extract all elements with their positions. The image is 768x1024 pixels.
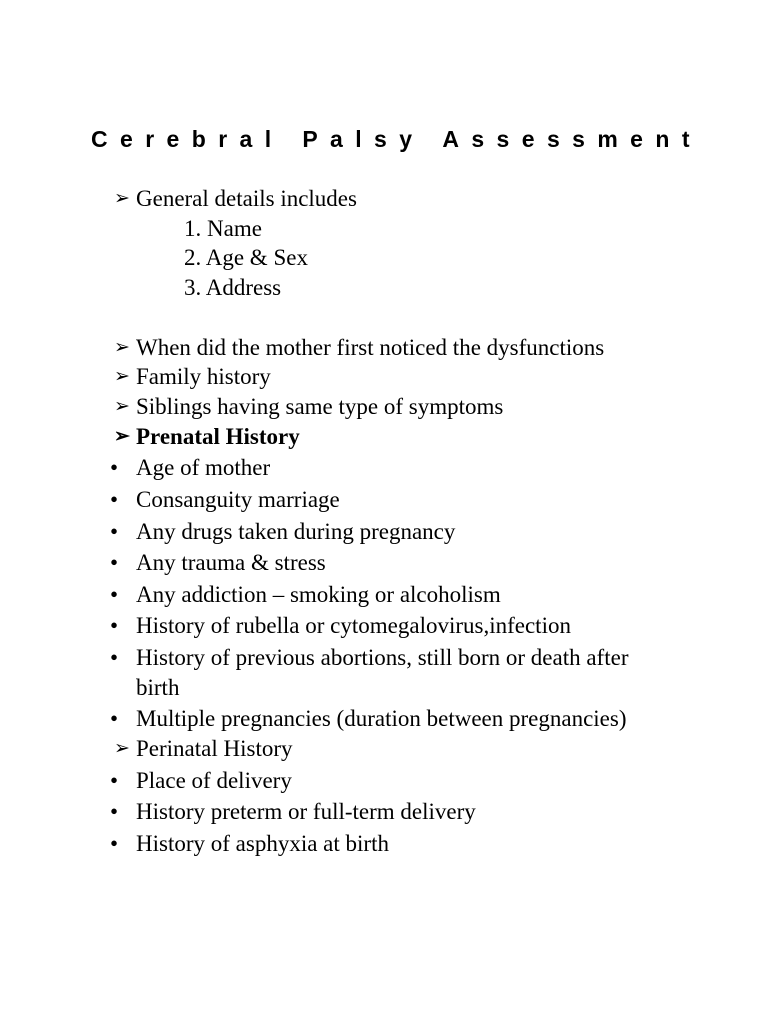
bullet-icon: • xyxy=(110,519,119,544)
arrow-bullet-icon: ➢ xyxy=(114,188,130,209)
bullet-icon: • xyxy=(110,550,119,575)
document-title: Cerebral Palsy Assessment xyxy=(91,126,702,152)
arrow-bullet-icon: ➢ xyxy=(114,366,130,387)
arrow-bullet-icon: ➢ xyxy=(114,738,130,759)
bullet-icon: • xyxy=(110,455,119,480)
arrow-bullet-icon: ➢ xyxy=(114,396,130,417)
bullet-icon: • xyxy=(110,487,119,512)
arrow-bullet-icon: ➢ xyxy=(114,337,130,358)
bullet-icon: • xyxy=(110,613,119,638)
bullet-icon: • xyxy=(110,799,119,824)
bullet-icon: • xyxy=(110,706,119,731)
bullet-icon: • xyxy=(110,831,119,856)
arrow-bullet-icon: ➢ xyxy=(114,426,130,447)
bullet-icon: • xyxy=(110,645,119,670)
bullet-icon: • xyxy=(110,768,119,793)
bullet-icon: • xyxy=(110,582,119,607)
general-details-heading: General details includes xyxy=(136,186,357,211)
